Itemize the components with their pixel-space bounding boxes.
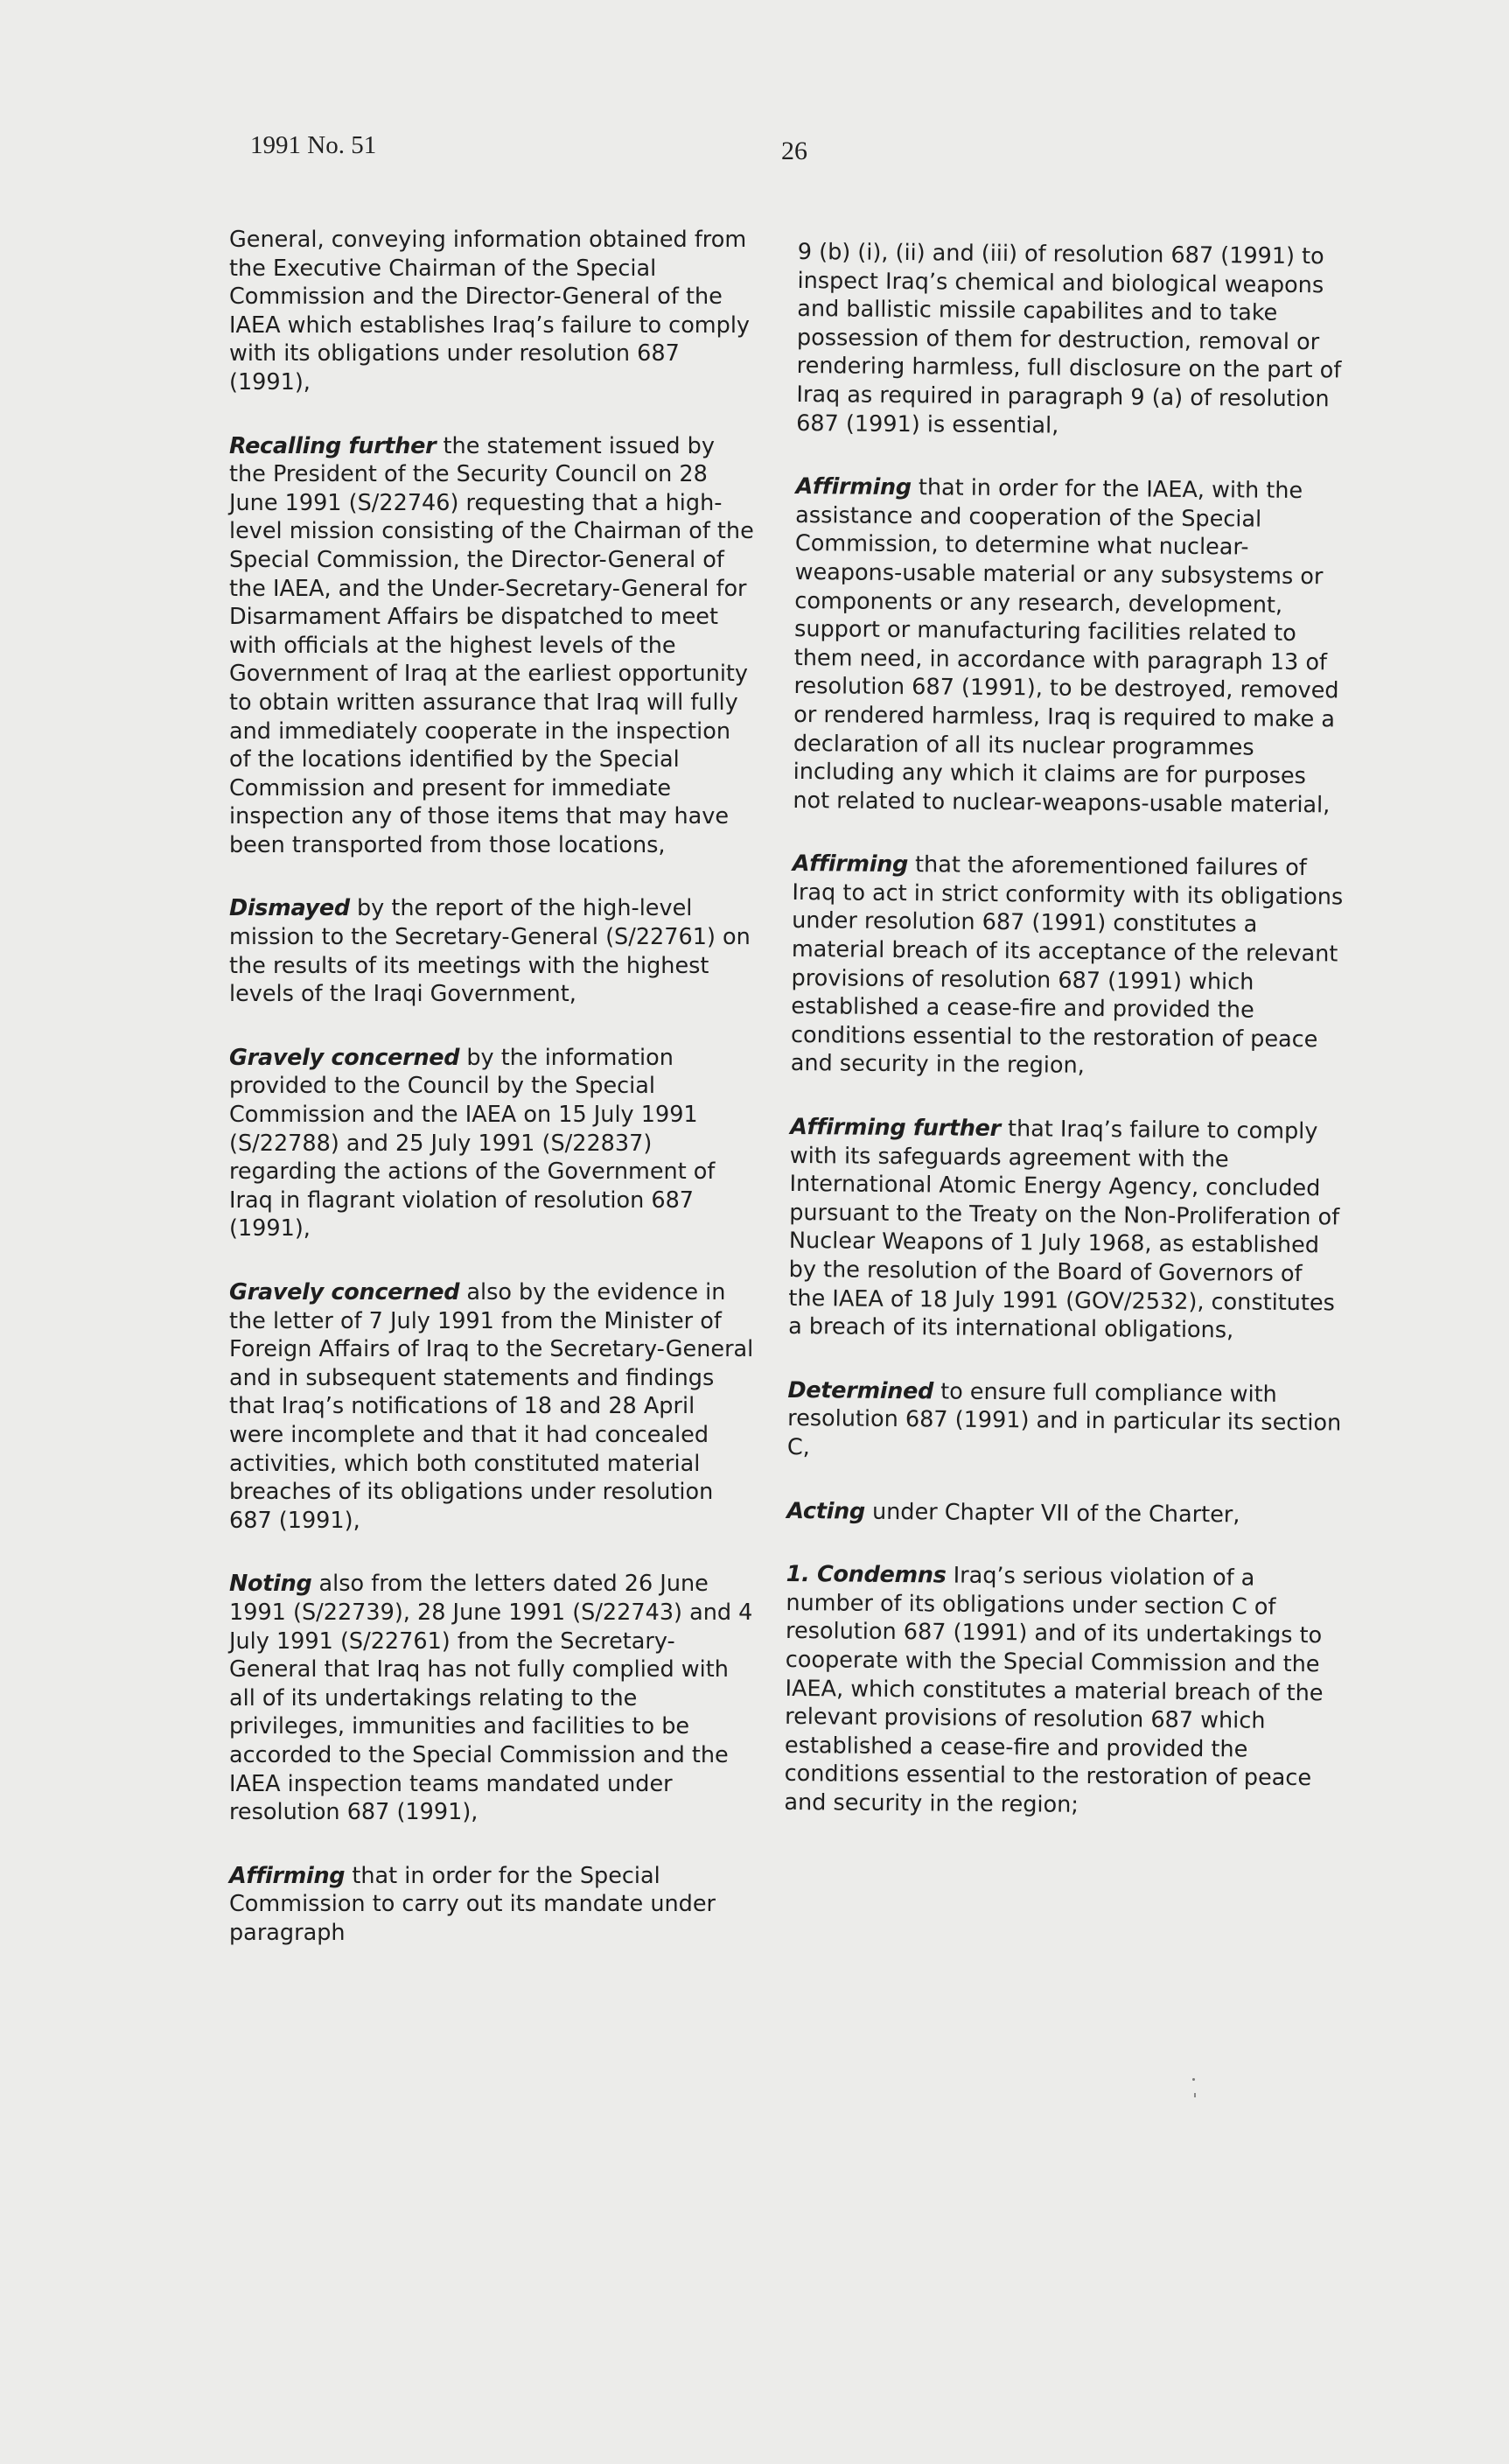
paragraph <box>229 1278 754 1535</box>
paragraph-keyword: Affirming further <box>790 1113 1002 1143</box>
paragraph-text: that the aforementioned failures of Iraq to act in strict conformity with its obligations under resolution 687 (1991) constitutes a material breach of its acceptance of the relevant provisions of resolution 687 (1991) which established a cease-fire and provided the conditions essential to the restoration of peace and security in the region, <box>790 851 1344 1080</box>
paragraph-keyword: Noting <box>229 1571 312 1598</box>
paragraph <box>786 1497 1342 1530</box>
paragraph-keyword: Dismayed <box>229 895 350 922</box>
paragraph <box>229 226 754 397</box>
paragraph <box>796 238 1353 443</box>
paragraph <box>787 1376 1344 1466</box>
paragraph-text: also from the letters dated 26 June 1991 (S/22739), 28 June 1991 (S/22743) and 4 July 1991 (S/22761) from the Secretary-General that Iraq has not fully complied with all of its undertakings relating to the privileges, immunities and facilities to be accorded to the Special Commission and the IAEA inspection teams mandated under resolution 687 (1991), <box>229 1571 753 1826</box>
paragraph-keyword: Gravely concerned <box>229 1044 460 1071</box>
scan-speck <box>1192 2078 1195 2081</box>
paragraph-text: that in order for the IAEA, with the assistance and cooperation of the Special Commission, to determine what nuclear-weapons-usable material or any subsystems or components or any research, development, support or manufacturing facilities related to them need, in accordance with paragraph 13 of resolution 687 (1991), to be destroyed, removed or rendered harmless, Iraq is required to make a declaration of all its nuclear programmes including any which it claims are for purposes not related to nuclear-weapons-usable material, <box>793 474 1339 819</box>
paragraph-text: General, conveying information obtained from the Executive Chairman of the Special Commission and the Director-General of the IAEA which establishes Iraq’s failure to comply with its obligations under resolution 687 (1991), <box>229 227 750 396</box>
paragraph <box>229 1044 754 1243</box>
paragraph-keyword: 1. Condemns <box>786 1561 947 1589</box>
right-column <box>784 238 1353 1857</box>
left-column <box>229 226 754 1982</box>
paragraph <box>791 850 1348 1082</box>
paragraph-text: to ensure full compliance with resolution 687 (1991) and in particular its section C, <box>786 1378 1342 1461</box>
paragraph-keyword: Affirming <box>229 1862 346 1889</box>
paragraph-keyword: Recalling further <box>229 432 437 459</box>
paragraph-text: by the information provided to the Council by the Special Commission and the IAEA on 15 July 1991 (S/22788) and 25 July 1991 (S/22837) regarding the actions of the Government of Iraq in flagrant violation of resolution 687 (1991), <box>229 1044 716 1242</box>
paragraph-text: by the report of the high-level mission to the Secretary-General (S/22761) on the results of its meetings with the highest levels of the Iraqi Government, <box>229 895 751 1008</box>
paragraph <box>788 1113 1345 1346</box>
paragraph-text: also by the evidence in the letter of 7 July 1991 from the Minister of Foreign Affairs of Iraq to the Secretary-General and in subsequent statements and findings that Iraq’s notifications of 18 and 28 April were incomplete and that it had concealed activities, which both constituted material breaches of its obligations under resolution 687 (1991), <box>229 1279 754 1534</box>
paragraph-text: under Chapter VII of the Charter, <box>864 1498 1240 1529</box>
paragraph <box>229 432 754 860</box>
paragraph <box>793 472 1351 820</box>
paragraph-keyword: Determined <box>787 1376 934 1405</box>
paragraph-text: that Iraq’s failure to comply with its safeguards agreement with the International Atomic Energy Agency, concluded pursuant to the Treaty on the Non-Proliferation of Nuclear Weapons of 1 July 1968, as established by the resolution of the Board of Governors of the IAEA of 18 July 1991 (GOV/2532), constitutes a breach of its international obligations, <box>788 1116 1340 1344</box>
paragraph-text: that in order for the Special Commission to carry out its mandate under paragraph <box>229 1862 716 1946</box>
paragraph-text: the statement issued by the President of the Security Council on 28 June 1991 (S/22746) requesting that a high-level mission consisting of the Chairman of the Special Commission, the Director-General of the IAEA, and the Under-Secretary-General for Disarmament Affairs be dispatched to meet with officials at the highest levels of the Government of Iraq at the earliest opportunity to obtain written assurance that Iraq will fully and immediately cooperate in the inspection of the locations identified by the Special Commission and present for immediate inspection any of those items that may have been transported from those locations, <box>229 432 754 858</box>
paragraph-keyword: Affirming <box>795 473 912 501</box>
paragraph <box>229 894 754 1008</box>
paragraph-text: 9 (b) (i), (ii) and (iii) of resolution 687 (1991) to inspect Iraq’s chemical and biological weapons and ballistic missile capabilites and to take possession of them for destruction, removal or rendering harmless, full disclosure on the part of Iraq as required in paragraph 9 (a) of resolution 687 (1991) is essential, <box>796 238 1342 439</box>
paragraph <box>229 1862 754 1948</box>
paragraph-keyword: Acting <box>786 1497 866 1525</box>
paragraph <box>229 1570 754 1826</box>
page-number: 26 <box>781 136 807 165</box>
paragraph <box>784 1560 1342 1822</box>
paragraph-text: Iraq’s serious violation of a number of its obligations under section C of resolution 687 (1991) and of its undertakings to cooperate with the Special Commission and the IAEA, which constitutes a material breach of the relevant provisions of resolution 687 which established a cease-fire and provided the conditions essential to the restoration of peace and security in the region; <box>784 1562 1324 1818</box>
scan-speck <box>1194 2093 1196 2097</box>
paragraph-keyword: Affirming <box>792 850 909 878</box>
paragraph-keyword: Gravely concerned <box>229 1279 460 1306</box>
running-header: 1991 No. 51 <box>250 131 377 159</box>
